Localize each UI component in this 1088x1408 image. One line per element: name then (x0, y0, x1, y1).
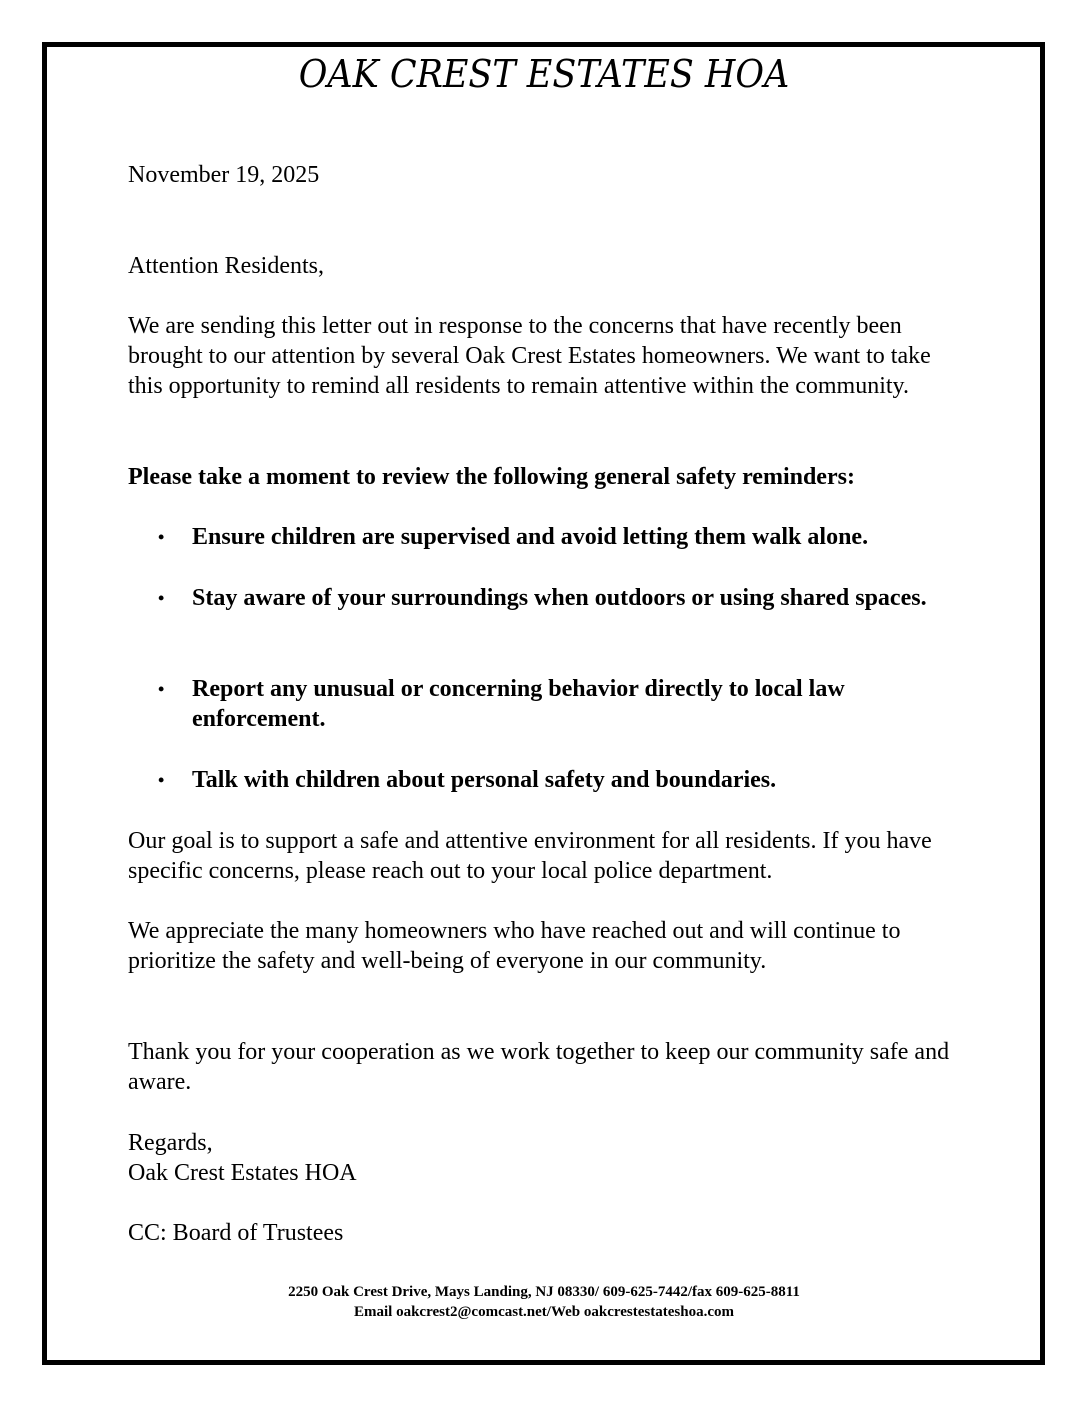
cc-line: CC: Board of Trustees (128, 1220, 344, 1246)
bullet-icon: • (158, 679, 165, 699)
goal-paragraph: Our goal is to support a safe and attentive environment for all residents. If you have specific concerns, please reach out to your local police department. (128, 828, 932, 884)
closing: Regards, (128, 1130, 213, 1156)
footer-contact: Email oakcrest2@comcast.net/Web oakcrestestateshoa.com (354, 1304, 734, 1320)
appreciation-paragraph: We appreciate the many homeowners who have reached out and will continue to prioritize the safety and well-being of everyone in our community. (128, 918, 901, 974)
bullet-icon: • (158, 588, 165, 608)
intro-paragraph: We are sending this letter out in response to the concerns that have recently been brought to our attention by several Oak Crest Estates homeowners. We want to take this opportunity to remind all residents to remain attentive within the community. (128, 313, 931, 399)
letter-date: November 19, 2025 (128, 162, 320, 188)
signature: Oak Crest Estates HOA (128, 1160, 357, 1186)
footer-address: 2250 Oak Crest Drive, Mays Landing, NJ 08330/ 609-625-7442/fax 609-625-8811 (288, 1284, 800, 1300)
letterhead-title: OAK CREST ESTATES HOA (298, 52, 790, 96)
bullet-icon: • (158, 527, 165, 547)
reminders-heading: Please take a moment to review the following general safety reminders: (128, 464, 855, 490)
bullet-icon: • (158, 770, 165, 790)
salutation: Attention Residents, (128, 253, 324, 279)
thanks-paragraph: Thank you for your cooperation as we work together to keep our community safe and aware. (128, 1039, 950, 1095)
